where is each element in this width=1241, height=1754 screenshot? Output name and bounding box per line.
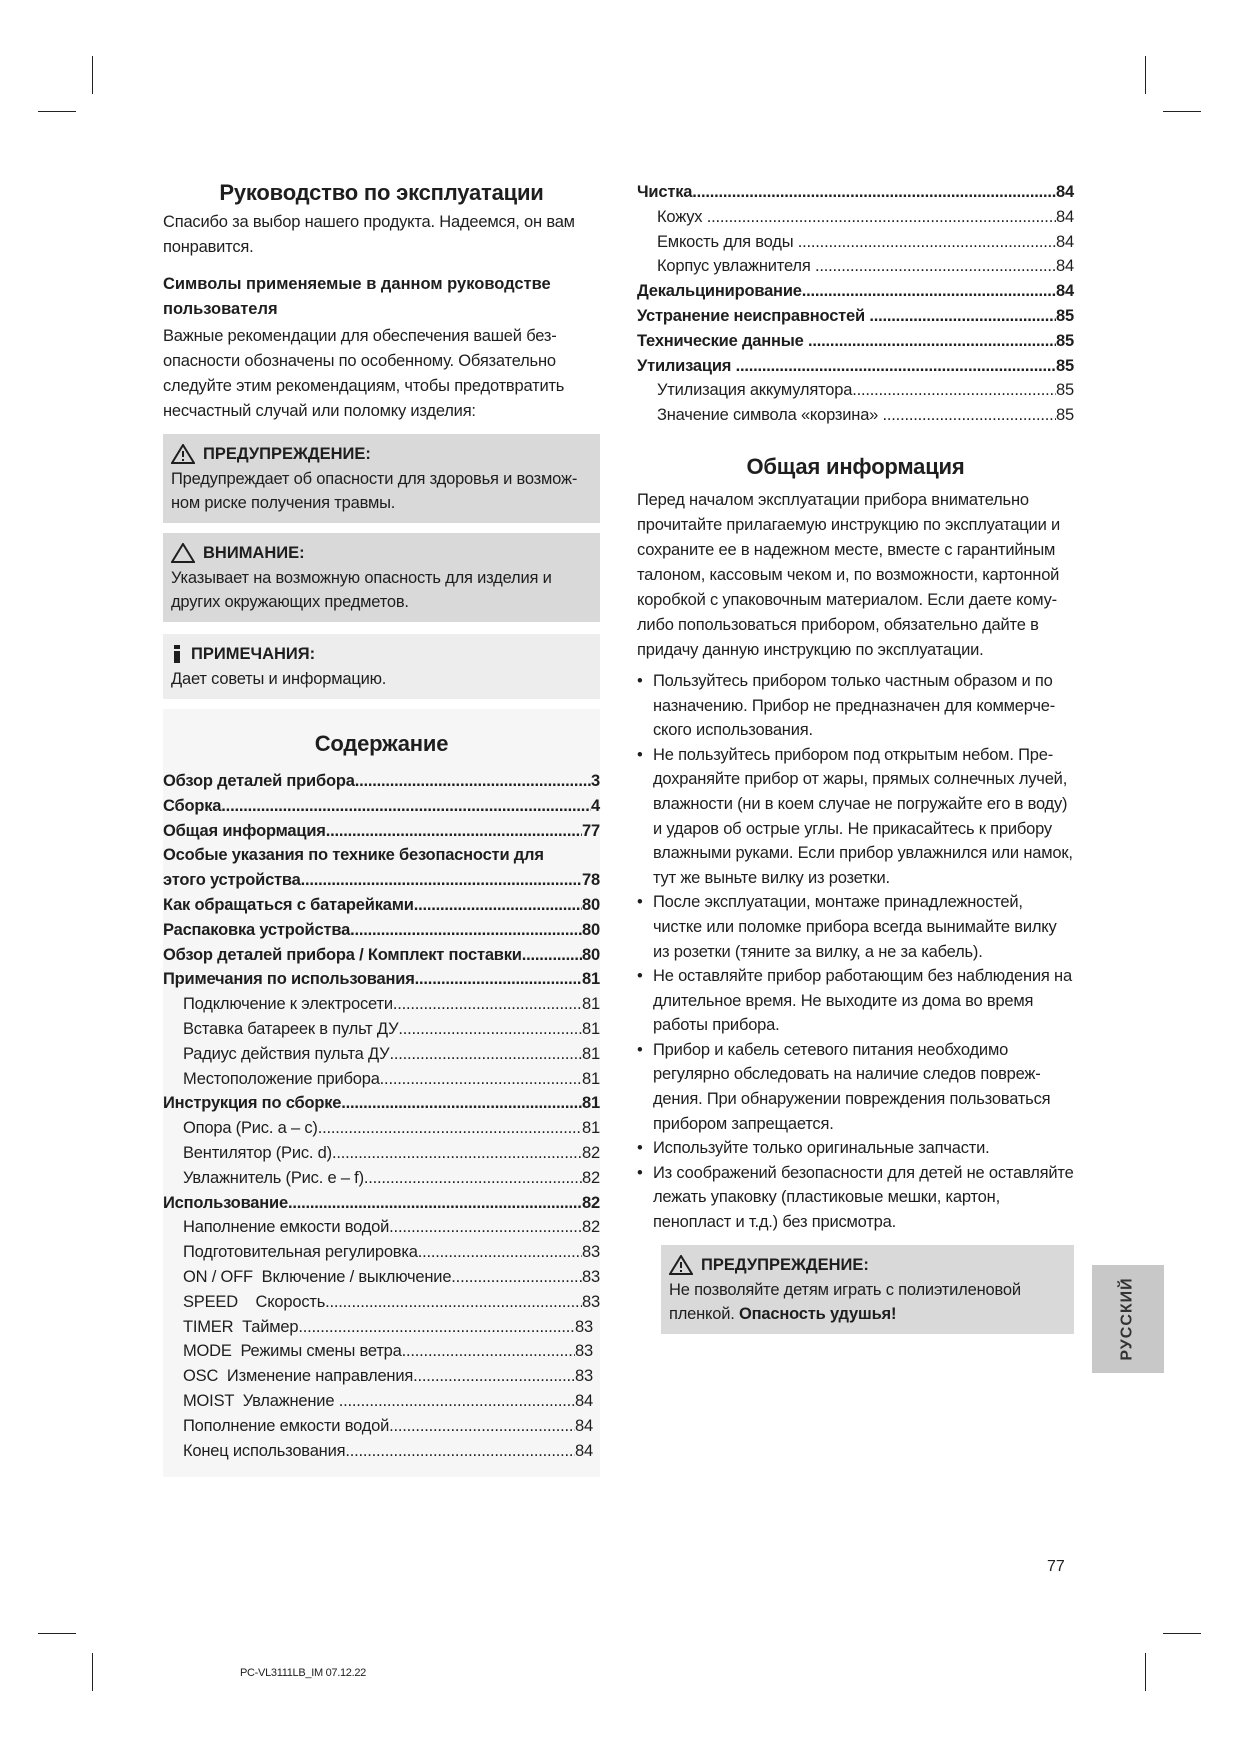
crop-mark <box>92 1653 93 1691</box>
toc-subitem: Местоположение прибора ..... 81 <box>163 1067 600 1092</box>
toc-subitem: Вентилятор (Рис. d) ..... 82 <box>163 1141 600 1166</box>
toc-item: Обзор деталей прибора / Комплект поставки ..... 80 <box>163 943 600 968</box>
toc-subitem: Подключение к электросети ..... 81 <box>163 992 600 1017</box>
language-tab <box>1092 1265 1164 1373</box>
warning-triangle-icon <box>171 444 195 464</box>
list-item: • Не оставляйте прибор работающим без наблюдения на длительное время. Не выходите из дома во время работы прибора. <box>637 964 1074 1038</box>
symbols-text: Важные рекомендации для обеспечения вашей безопасности обозначены по особенному. Обязательно следуйте этим рекомендациям, чтобы предотвратить несчастный случай или поломку изделия: <box>163 327 565 420</box>
page-number: 77 <box>1047 1558 1065 1575</box>
toc-subitem: Емкость для воды ..... 84 <box>637 230 1074 255</box>
toc-item: Декальцинирование ..... 84 <box>637 279 1074 304</box>
crop-mark <box>92 56 93 94</box>
toc-subitem: TIMER Таймер ..... 83 <box>163 1315 593 1340</box>
toc-subitem: ON / OFF Включение / выключение ..... 83 <box>163 1265 600 1290</box>
toc-subitem: Кожух ..... 84 <box>637 205 1074 230</box>
toc-subitem: Наполнение емкости водой ..... 82 <box>163 1215 600 1240</box>
toc-subitem: Корпус увлажнителя ..... 84 <box>637 254 1074 279</box>
toc-subitem: Подготовительная регулировка ..... 83 <box>163 1240 600 1265</box>
toc-item: Сборка ..... 4 <box>163 794 600 819</box>
toc-subitem: OSC Изменение направления ..... 83 <box>163 1364 593 1389</box>
notes-text: Дает советы и информацию. <box>171 670 387 688</box>
toc-item: Инструкция по сборке ..... 81 <box>163 1091 600 1116</box>
manual-title: Руководство по эксплуатации <box>219 180 544 205</box>
toc-item: Использование ..... 82 <box>163 1191 600 1216</box>
toc-subitem: Значение символа «корзина» ..... 85 <box>637 403 1074 428</box>
child-warning-title: ПРЕДУПРЕЖДЕНИЕ: <box>701 1255 869 1274</box>
list-item: • Используйте только оригинальные запчасти. <box>637 1136 1074 1161</box>
toc-item: Устранение неисправностей ..... 85 <box>637 304 1074 329</box>
child-warning-text: Не позволяйте детям играть с полиэтиленовой пленкой. Опасность удушья! <box>669 1280 1021 1323</box>
info-icon <box>171 644 183 664</box>
crop-mark <box>1163 111 1201 112</box>
toc-subitem: Конец использования ..... 84 <box>163 1439 593 1464</box>
toc-subitem: MODE Режимы смены ветра ..... 83 <box>163 1339 593 1364</box>
toc-item: Примечания по использования ..... 81 <box>163 967 600 992</box>
crop-mark <box>1145 1653 1146 1691</box>
general-info-text: Перед началом эксплуатации прибора внимательно прочитайте прилагаемую инструкцию по эксплуатации и сохраните ее в надежном месте, вместе с гарантийным талоном, кассовым чеком и, по возможности, картонной коробкой с упаковочным материалом. Если даете кому-либо попользоваться прибором, обязательно дайте в придачу данную инструкцию по эксплуатации. <box>637 490 1060 659</box>
toc-subitem: Увлажнитель (Рис. e – f) ..... 82 <box>163 1166 600 1191</box>
right-column <box>637 180 1074 1334</box>
warning-box <box>163 434 600 523</box>
warning-triangle-icon <box>669 1255 693 1275</box>
list-item: • После эксплуатации, монтаже принадлежностей, чистке или поломке прибора всегда вынимайте вилку из розетки (тяните за вилку, а не за кабель). <box>637 890 1074 964</box>
notes-box <box>163 634 600 699</box>
symbols-heading: Символы применяемые в данном руководстве пользователя <box>163 275 551 318</box>
toc-item: Распаковка устройства ..... 80 <box>163 918 600 943</box>
toc-subitem: Пополнение емкости водой ..... 84 <box>163 1414 593 1439</box>
contents-title: Содержание <box>314 731 449 756</box>
toc-item: Технические данные ..... 85 <box>637 329 1074 354</box>
list-item: • Не пользуйтесь прибором под открытым небом. Предохраняйте прибор от жары, прямых солнечных лучей, влажности (ни в коем случае не погружайте его в воду) и ударов об острые углы. Не прикасайтесь к прибору влажными руками. Если прибор увлажнился или намок, тут же выньте вилку из розетки. <box>637 743 1074 891</box>
toc-subitem: Вставка батареек в пульт ДУ ..... 81 <box>163 1017 600 1042</box>
list-item: • Прибор и кабель сетевого питания необходимо регулярно обследовать на наличие следов повреждения. При обнаружении повреждения пользоваться прибором запрещается. <box>637 1038 1074 1136</box>
toc-list <box>163 769 600 1463</box>
crop-mark <box>38 1633 76 1634</box>
toc-item: Общая информация ..... 77 <box>163 819 600 844</box>
warning-title: ПРЕДУПРЕЖДЕНИЕ: <box>203 445 371 463</box>
intro-text: Спасибо за выбор нашего продукта. Надеемся, он вам понравится. <box>163 213 575 256</box>
toc-subitem: MOIST Увлажнение ..... 84 <box>163 1389 593 1414</box>
toc-item: этого устройства ..... 78 <box>163 868 600 893</box>
caution-triangle-icon <box>171 543 195 563</box>
caution-text: Указывает на возможную опасность для изделия и других окружающих предметов. <box>171 569 552 611</box>
toc-item: Чистка ..... 84 <box>637 180 1074 205</box>
left-column <box>163 176 600 1477</box>
crop-mark <box>1145 56 1146 94</box>
toc-item: Обзор деталей прибора ..... 3 <box>163 769 600 794</box>
contents-section <box>163 709 600 1477</box>
toc-subitem: Утилизация аккумулятора ..... 85 <box>637 378 1074 403</box>
list-item: • Из соображений безопасности для детей не оставляйте лежать упаковку (пластиковые мешки, картон, пенопласт и т.д.) без присмотра. <box>637 1161 1074 1235</box>
toc-subitem: Радиус действия пульта ДУ ..... 81 <box>163 1042 600 1067</box>
toc-subitem: Опора (Рис. a – c) ..... 81 <box>163 1116 600 1141</box>
toc-item-multiline: Особые указания по технике безопасности для <box>163 846 544 865</box>
language-tab-label: РУССКИЙ <box>1119 1277 1137 1361</box>
list-item: • Пользуйтесь прибором только частным образом и по назначению. Прибор не предназначен для коммерческого использования. <box>637 669 1074 743</box>
footer-doc-code: PC-VL3111LB_IM 07.12.22 <box>240 1667 367 1679</box>
crop-mark <box>1163 1633 1201 1634</box>
toc-item: Утилизация ..... 85 <box>637 354 1074 379</box>
child-warning-box <box>661 1245 1074 1334</box>
caution-title: ВНИМАНИЕ: <box>203 544 305 562</box>
toc-item: Как обращаться с батарейками ..... 80 <box>163 893 600 918</box>
caution-box <box>163 533 600 622</box>
safety-bullet-list <box>637 669 1074 1235</box>
crop-mark <box>38 111 76 112</box>
toc-list-continued <box>637 180 1074 428</box>
toc-subitem: SPEED Скорость ..... 83 <box>163 1290 600 1315</box>
suffocation-warning: Опасность удушья! <box>739 1304 897 1323</box>
notes-title: ПРИМЕЧАНИЯ: <box>191 645 316 663</box>
warning-text: Предупреждает об опасности для здоровья и возможном риске получения травмы. <box>171 470 578 512</box>
general-info-title: Общая информация <box>746 453 965 479</box>
